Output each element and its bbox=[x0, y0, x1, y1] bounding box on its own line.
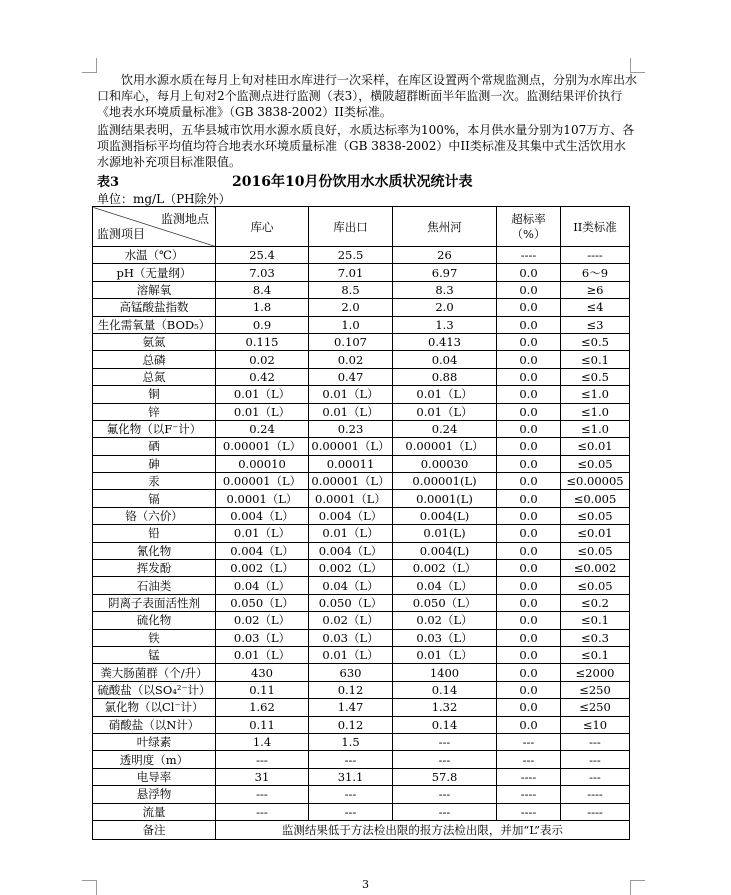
value-jiaozhou: 0.14 bbox=[393, 716, 497, 733]
value-outlet: 0.107 bbox=[309, 333, 393, 350]
value-kuxin: 1.4 bbox=[216, 733, 309, 750]
value-exceed-rate: 0.0 bbox=[497, 473, 561, 490]
value-exceed-rate: 0.0 bbox=[497, 664, 561, 681]
water-quality-table bbox=[92, 206, 630, 840]
row-item: 硫化物 bbox=[93, 612, 216, 629]
value-standard: ≤0.05 bbox=[561, 577, 630, 594]
value-exceed-rate: 0.0 bbox=[497, 316, 561, 333]
value-jiaozhou: --- bbox=[393, 786, 497, 803]
value-jiaozhou: 0.413 bbox=[393, 333, 497, 350]
column-header-exceed-rate: 超标率（%） bbox=[497, 207, 561, 247]
table-row bbox=[93, 733, 630, 750]
value-outlet: --- bbox=[309, 786, 393, 803]
value-standard: --- bbox=[561, 733, 630, 750]
value-outlet: 0.01（L） bbox=[309, 386, 393, 403]
value-exceed-rate: --- bbox=[497, 751, 561, 768]
column-header-outlet: 库出口 bbox=[309, 207, 393, 247]
value-jiaozhou: --- bbox=[393, 733, 497, 750]
note-label: 备注 bbox=[93, 820, 216, 839]
value-jiaozhou: --- bbox=[393, 751, 497, 768]
row-item: pH（无量纲） bbox=[93, 264, 216, 281]
value-exceed-rate: 0.0 bbox=[497, 629, 561, 646]
table-row bbox=[93, 768, 630, 785]
value-jiaozhou: 0.00030 bbox=[393, 455, 497, 472]
value-exceed-rate: 0.0 bbox=[497, 403, 561, 420]
value-jiaozhou: 0.00001（L） bbox=[393, 438, 497, 455]
row-item: 高锰酸盐指数 bbox=[93, 299, 216, 316]
value-jiaozhou: 57.8 bbox=[393, 768, 497, 785]
column-header-kuxin: 库心 bbox=[216, 207, 309, 247]
value-jiaozhou: 8.3 bbox=[393, 281, 497, 298]
value-jiaozhou: 0.004(L) bbox=[393, 507, 497, 524]
row-item: 铅 bbox=[93, 525, 216, 542]
value-outlet: 1.5 bbox=[309, 733, 393, 750]
table-row bbox=[93, 490, 630, 507]
note-row bbox=[93, 820, 630, 839]
value-standard: ≤1.0 bbox=[561, 403, 630, 420]
value-outlet: 0.0001（L） bbox=[309, 490, 393, 507]
row-item: 水温（℃） bbox=[93, 247, 216, 264]
value-standard: --- bbox=[561, 768, 630, 785]
value-standard: ≤250 bbox=[561, 681, 630, 698]
value-jiaozhou: 1.3 bbox=[393, 316, 497, 333]
crop-mark-top-left bbox=[82, 58, 97, 73]
value-kuxin: 0.01（L） bbox=[216, 525, 309, 542]
value-outlet: 0.01（L） bbox=[309, 525, 393, 542]
value-outlet: 0.00011 bbox=[309, 455, 393, 472]
table-row bbox=[93, 386, 630, 403]
corner-header-cell bbox=[93, 207, 216, 247]
row-item: 透明度（m） bbox=[93, 751, 216, 768]
value-jiaozhou: 0.050（L） bbox=[393, 594, 497, 611]
value-standard: ---- bbox=[561, 786, 630, 803]
value-standard: ≤0.1 bbox=[561, 646, 630, 663]
value-kuxin: 31 bbox=[216, 768, 309, 785]
table-row bbox=[93, 420, 630, 437]
value-outlet: --- bbox=[309, 803, 393, 820]
value-standard: ≤0.5 bbox=[561, 368, 630, 385]
corner-location-label: 监测地点 bbox=[160, 212, 209, 226]
row-item: 总氮 bbox=[93, 368, 216, 385]
value-exceed-rate: 0.0 bbox=[497, 386, 561, 403]
value-standard: ≤1.0 bbox=[561, 420, 630, 437]
value-exceed-rate: 0.0 bbox=[497, 264, 561, 281]
value-exceed-rate: 0.0 bbox=[497, 646, 561, 663]
value-outlet: 0.23 bbox=[309, 420, 393, 437]
value-standard: ≤0.01 bbox=[561, 438, 630, 455]
table-row bbox=[93, 351, 630, 368]
value-exceed-rate: 0.0 bbox=[497, 281, 561, 298]
value-kuxin: 0.01（L） bbox=[216, 646, 309, 663]
table-row bbox=[93, 299, 630, 316]
value-exceed-rate: 0.0 bbox=[497, 699, 561, 716]
value-exceed-rate: 0.0 bbox=[497, 525, 561, 542]
value-exceed-rate: 0.0 bbox=[497, 577, 561, 594]
value-outlet: 2.0 bbox=[309, 299, 393, 316]
row-item: 氨氮 bbox=[93, 333, 216, 350]
table-row bbox=[93, 507, 630, 524]
value-jiaozhou: 0.01(L) bbox=[393, 525, 497, 542]
table-row bbox=[93, 560, 630, 577]
value-jiaozhou: 0.03（L） bbox=[393, 629, 497, 646]
value-jiaozhou: 1.32 bbox=[393, 699, 497, 716]
value-kuxin: --- bbox=[216, 803, 309, 820]
value-jiaozhou: 0.88 bbox=[393, 368, 497, 385]
value-jiaozhou: 0.04 bbox=[393, 351, 497, 368]
row-item: 石油类 bbox=[93, 577, 216, 594]
value-kuxin: 0.02 bbox=[216, 351, 309, 368]
value-exceed-rate: 0.0 bbox=[497, 716, 561, 733]
value-jiaozhou: 26 bbox=[393, 247, 497, 264]
row-item: 硝酸盐（以N计） bbox=[93, 716, 216, 733]
value-outlet: 0.03（L） bbox=[309, 629, 393, 646]
table-row bbox=[93, 699, 630, 716]
value-jiaozhou: 2.0 bbox=[393, 299, 497, 316]
value-jiaozhou: 1400 bbox=[393, 664, 497, 681]
value-kuxin: 0.24 bbox=[216, 420, 309, 437]
table-row bbox=[93, 594, 630, 611]
table-row bbox=[93, 281, 630, 298]
value-outlet: 0.050（L） bbox=[309, 594, 393, 611]
value-outlet: 0.12 bbox=[309, 681, 393, 698]
value-standard: ≤0.002 bbox=[561, 560, 630, 577]
row-item: 氯化物（以Cl⁻计） bbox=[93, 699, 216, 716]
value-outlet: 0.00001（L） bbox=[309, 438, 393, 455]
value-outlet: 31.1 bbox=[309, 768, 393, 785]
value-jiaozhou: 0.0001(L) bbox=[393, 490, 497, 507]
value-outlet: 1.47 bbox=[309, 699, 393, 716]
value-kuxin: 0.04（L） bbox=[216, 577, 309, 594]
row-item: 铜 bbox=[93, 386, 216, 403]
value-standard: ≤10 bbox=[561, 716, 630, 733]
value-jiaozhou: 0.24 bbox=[393, 420, 497, 437]
value-standard: --- bbox=[561, 751, 630, 768]
value-exceed-rate: 0.0 bbox=[497, 612, 561, 629]
table-row bbox=[93, 368, 630, 385]
value-jiaozhou: 0.00001(L) bbox=[393, 473, 497, 490]
value-exceed-rate: ---- bbox=[497, 786, 561, 803]
value-standard: ≤0.2 bbox=[561, 594, 630, 611]
value-kuxin: --- bbox=[216, 751, 309, 768]
value-standard: 6～9 bbox=[561, 264, 630, 281]
value-outlet: 0.00001（L） bbox=[309, 473, 393, 490]
value-kuxin: 0.11 bbox=[216, 681, 309, 698]
row-item: 挥发酚 bbox=[93, 560, 216, 577]
value-kuxin: 7.03 bbox=[216, 264, 309, 281]
value-standard: ≤0.01 bbox=[561, 525, 630, 542]
value-standard: ≤0.3 bbox=[561, 629, 630, 646]
page-number: 3 bbox=[362, 878, 369, 891]
value-exceed-rate: 0.0 bbox=[497, 542, 561, 559]
value-standard: ≤0.1 bbox=[561, 351, 630, 368]
value-kuxin: 0.004（L） bbox=[216, 507, 309, 524]
value-jiaozhou: --- bbox=[393, 803, 497, 820]
value-standard: ≤0.05 bbox=[561, 542, 630, 559]
value-exceed-rate: 0.0 bbox=[497, 455, 561, 472]
table-row bbox=[93, 629, 630, 646]
value-standard: ≤0.00005 bbox=[561, 473, 630, 490]
value-kuxin: 0.00001（L） bbox=[216, 473, 309, 490]
value-exceed-rate: 0.0 bbox=[497, 299, 561, 316]
value-kuxin: 1.62 bbox=[216, 699, 309, 716]
value-exceed-rate: 0.0 bbox=[497, 438, 561, 455]
row-item: 粪大肠菌群（个/升） bbox=[93, 664, 216, 681]
table-row bbox=[93, 455, 630, 472]
value-standard: ≤2000 bbox=[561, 664, 630, 681]
value-outlet: 0.02（L） bbox=[309, 612, 393, 629]
row-item: 悬浮物 bbox=[93, 786, 216, 803]
row-item: 阴离子表面活性剂 bbox=[93, 594, 216, 611]
value-standard: ≤0.005 bbox=[561, 490, 630, 507]
value-kuxin: 0.03（L） bbox=[216, 629, 309, 646]
table-title: 2016年10月份饮用水水质状况统计表 bbox=[232, 174, 473, 190]
row-item: 叶绿素 bbox=[93, 733, 216, 750]
table-row bbox=[93, 333, 630, 350]
value-standard: ---- bbox=[561, 803, 630, 820]
value-jiaozhou: 0.002（L） bbox=[393, 560, 497, 577]
value-exceed-rate: 0.0 bbox=[497, 594, 561, 611]
row-item: 氰化物 bbox=[93, 542, 216, 559]
table-row bbox=[93, 803, 630, 820]
row-item: 铁 bbox=[93, 629, 216, 646]
row-item: 电导率 bbox=[93, 768, 216, 785]
value-jiaozhou: 0.01（L） bbox=[393, 386, 497, 403]
row-item: 溶解氧 bbox=[93, 281, 216, 298]
row-item: 硒 bbox=[93, 438, 216, 455]
corner-item-label: 监测项目 bbox=[97, 227, 146, 241]
table-row bbox=[93, 542, 630, 559]
value-outlet: 0.01（L） bbox=[309, 646, 393, 663]
value-kuxin: 0.002（L） bbox=[216, 560, 309, 577]
value-outlet: 0.004（L） bbox=[309, 507, 393, 524]
value-outlet: 8.5 bbox=[309, 281, 393, 298]
value-exceed-rate: 0.0 bbox=[497, 368, 561, 385]
row-item: 汞 bbox=[93, 473, 216, 490]
value-standard: ≥6 bbox=[561, 281, 630, 298]
value-jiaozhou: 6.97 bbox=[393, 264, 497, 281]
value-jiaozhou: 0.01（L） bbox=[393, 403, 497, 420]
row-item: 锌 bbox=[93, 403, 216, 420]
value-outlet: 7.01 bbox=[309, 264, 393, 281]
table-row bbox=[93, 646, 630, 663]
intro-paragraph: 饮用水源水质在每月上旬对桂田水库进行一次采样，在库区设置两个常规监测点，分别为水库出水口和库心，每月上旬对2个监测点进行监测（表3），横陂超群断面半年监测一次。监测结果评价执行《地表水环境质量标准》（GB 3838-2002）II类标准。 bbox=[97, 73, 638, 119]
value-kuxin: 0.42 bbox=[216, 368, 309, 385]
table-row bbox=[93, 438, 630, 455]
value-standard: ≤3 bbox=[561, 316, 630, 333]
value-kuxin: 0.0001（L） bbox=[216, 490, 309, 507]
value-outlet: 0.47 bbox=[309, 368, 393, 385]
unit-note: 单位：mg/L（PH除外） bbox=[97, 192, 231, 206]
value-kuxin: 0.00001（L） bbox=[216, 438, 309, 455]
value-outlet: 0.01（L） bbox=[309, 403, 393, 420]
value-standard: ≤1.0 bbox=[561, 386, 630, 403]
value-kuxin: 8.4 bbox=[216, 281, 309, 298]
value-jiaozhou: 0.004(L) bbox=[393, 542, 497, 559]
value-outlet: 630 bbox=[309, 664, 393, 681]
value-standard: ≤250 bbox=[561, 699, 630, 716]
value-standard: ≤0.05 bbox=[561, 507, 630, 524]
value-jiaozhou: 0.02（L） bbox=[393, 612, 497, 629]
table-row bbox=[93, 473, 630, 490]
value-exceed-rate: ---- bbox=[497, 768, 561, 785]
value-exceed-rate: 0.0 bbox=[497, 507, 561, 524]
result-paragraph: 监测结果表明，五华县城市饮用水源水质良好，水质达标率为100%，本月供水量分别为107万方、各项监测指标平均值均符合地表水环境质量标准（GB 3838-2002）中II类标准及其集中式生活饮用水水源地补充项目标准限值。 bbox=[97, 123, 635, 169]
value-outlet: 0.02 bbox=[309, 351, 393, 368]
value-jiaozhou: 0.04（L） bbox=[393, 577, 497, 594]
value-jiaozhou: 0.01（L） bbox=[393, 646, 497, 663]
table-row bbox=[93, 247, 630, 264]
row-item: 镉 bbox=[93, 490, 216, 507]
row-item: 铬（六价） bbox=[93, 507, 216, 524]
row-item: 总磷 bbox=[93, 351, 216, 368]
value-outlet: 0.12 bbox=[309, 716, 393, 733]
value-standard: ≤0.5 bbox=[561, 333, 630, 350]
column-header-class2-standard: II类标准 bbox=[561, 207, 630, 247]
row-item: 锰 bbox=[93, 646, 216, 663]
value-kuxin: --- bbox=[216, 786, 309, 803]
value-outlet: 25.5 bbox=[309, 247, 393, 264]
value-standard: ---- bbox=[561, 247, 630, 264]
value-kuxin: 0.050（L） bbox=[216, 594, 309, 611]
table-row bbox=[93, 751, 630, 768]
table-number: 表3 bbox=[97, 175, 120, 190]
table-row bbox=[93, 786, 630, 803]
table-row bbox=[93, 316, 630, 333]
value-standard: ≤0.1 bbox=[561, 612, 630, 629]
table-row bbox=[93, 716, 630, 733]
crop-mark-top-right bbox=[630, 58, 645, 73]
column-header-jiaozhou-river: 焦州河 bbox=[393, 207, 497, 247]
value-kuxin: 0.02（L） bbox=[216, 612, 309, 629]
value-standard: ≤4 bbox=[561, 299, 630, 316]
value-exceed-rate: 0.0 bbox=[497, 560, 561, 577]
value-exceed-rate: 0.0 bbox=[497, 681, 561, 698]
table-row bbox=[93, 525, 630, 542]
value-kuxin: 0.004（L） bbox=[216, 542, 309, 559]
table-row bbox=[93, 577, 630, 594]
value-jiaozhou: 0.14 bbox=[393, 681, 497, 698]
value-exceed-rate: --- bbox=[497, 733, 561, 750]
value-kuxin: 0.00010 bbox=[216, 455, 309, 472]
row-item: 氟化物（以F⁻计） bbox=[93, 420, 216, 437]
row-item: 流量 bbox=[93, 803, 216, 820]
value-exceed-rate: ---- bbox=[497, 247, 561, 264]
value-exceed-rate: ---- bbox=[497, 803, 561, 820]
table-row bbox=[93, 264, 630, 281]
value-kuxin: 0.115 bbox=[216, 333, 309, 350]
row-item: 砷 bbox=[93, 455, 216, 472]
value-standard: ≤0.05 bbox=[561, 455, 630, 472]
value-outlet: 0.04（L） bbox=[309, 577, 393, 594]
row-item: 生化需氧量（BOD₅） bbox=[93, 316, 216, 333]
table-row bbox=[93, 681, 630, 698]
value-outlet: 1.0 bbox=[309, 316, 393, 333]
value-kuxin: 0.01（L） bbox=[216, 403, 309, 420]
value-exceed-rate: 0.0 bbox=[497, 351, 561, 368]
value-exceed-rate: 0.0 bbox=[497, 490, 561, 507]
value-outlet: 0.004（L） bbox=[309, 542, 393, 559]
value-kuxin: 0.01（L） bbox=[216, 386, 309, 403]
value-kuxin: 25.4 bbox=[216, 247, 309, 264]
table-row bbox=[93, 664, 630, 681]
table-row bbox=[93, 612, 630, 629]
note-text: 监测结果低于方法检出限的报方法检出限，并加“L”表示 bbox=[216, 820, 630, 839]
value-kuxin: 1.8 bbox=[216, 299, 309, 316]
row-item: 硫酸盐（以SO₄²⁻计） bbox=[93, 681, 216, 698]
value-kuxin: 430 bbox=[216, 664, 309, 681]
value-kuxin: 0.9 bbox=[216, 316, 309, 333]
value-exceed-rate: 0.0 bbox=[497, 333, 561, 350]
value-outlet: --- bbox=[309, 751, 393, 768]
table-row bbox=[93, 403, 630, 420]
value-outlet: 0.002（L） bbox=[309, 560, 393, 577]
value-kuxin: 0.11 bbox=[216, 716, 309, 733]
table-header-row bbox=[93, 207, 630, 247]
value-exceed-rate: 0.0 bbox=[497, 420, 561, 437]
